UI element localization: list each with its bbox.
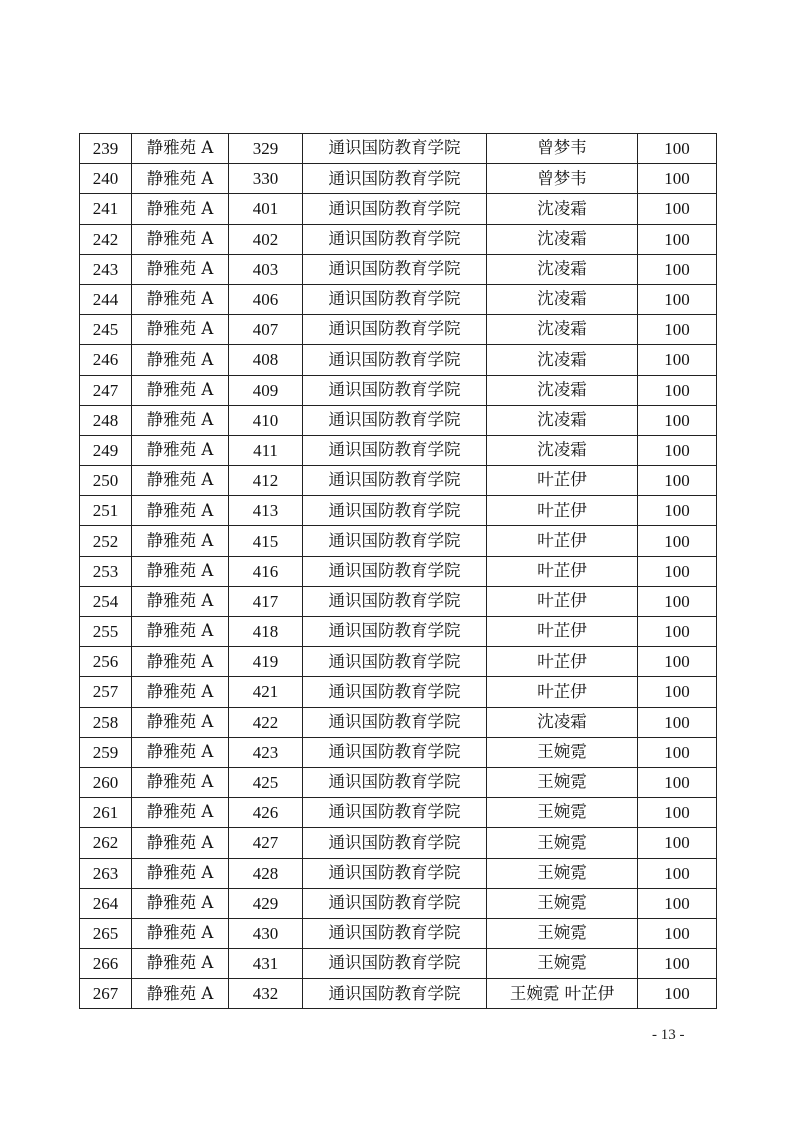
cell-building: 静雅苑 A bbox=[132, 496, 229, 526]
cell-building: 静雅苑 A bbox=[132, 254, 229, 284]
cell-score: 100 bbox=[638, 918, 717, 948]
cell-room-number: 401 bbox=[229, 194, 303, 224]
cell-counselor: 叶芷伊 bbox=[487, 526, 638, 556]
cell-score: 100 bbox=[638, 164, 717, 194]
cell-building: 静雅苑 A bbox=[132, 526, 229, 556]
table-row bbox=[80, 858, 717, 888]
cell-building: 静雅苑 A bbox=[132, 435, 229, 465]
cell-college: 通识国防教育学院 bbox=[303, 224, 487, 254]
cell-building: 静雅苑 A bbox=[132, 828, 229, 858]
cell-serial-number: 254 bbox=[80, 586, 132, 616]
cell-counselor: 叶芷伊 bbox=[487, 647, 638, 677]
cell-building: 静雅苑 A bbox=[132, 798, 229, 828]
table-row bbox=[80, 767, 717, 797]
cell-room-number: 406 bbox=[229, 284, 303, 314]
cell-score: 100 bbox=[638, 707, 717, 737]
table-row bbox=[80, 466, 717, 496]
cell-room-number: 416 bbox=[229, 556, 303, 586]
cell-counselor: 沈凌霜 bbox=[487, 375, 638, 405]
cell-college: 通识国防教育学院 bbox=[303, 134, 487, 164]
cell-building: 静雅苑 A bbox=[132, 466, 229, 496]
table-row bbox=[80, 556, 717, 586]
cell-score: 100 bbox=[638, 677, 717, 707]
cell-college: 通识国防教育学院 bbox=[303, 979, 487, 1009]
cell-building: 静雅苑 A bbox=[132, 707, 229, 737]
cell-serial-number: 265 bbox=[80, 918, 132, 948]
table-row bbox=[80, 375, 717, 405]
table-row bbox=[80, 496, 717, 526]
cell-building: 静雅苑 A bbox=[132, 617, 229, 647]
cell-score: 100 bbox=[638, 194, 717, 224]
table-row bbox=[80, 617, 717, 647]
cell-room-number: 407 bbox=[229, 315, 303, 345]
cell-building: 静雅苑 A bbox=[132, 737, 229, 767]
cell-counselor: 王婉霓 bbox=[487, 767, 638, 797]
cell-room-number: 408 bbox=[229, 345, 303, 375]
cell-serial-number: 266 bbox=[80, 949, 132, 979]
cell-serial-number: 250 bbox=[80, 466, 132, 496]
cell-serial-number: 251 bbox=[80, 496, 132, 526]
cell-building: 静雅苑 A bbox=[132, 375, 229, 405]
cell-counselor: 曾梦韦 bbox=[487, 164, 638, 194]
cell-counselor: 叶芷伊 bbox=[487, 617, 638, 647]
cell-room-number: 329 bbox=[229, 134, 303, 164]
cell-counselor: 叶芷伊 bbox=[487, 556, 638, 586]
cell-counselor: 沈凌霜 bbox=[487, 224, 638, 254]
table-row bbox=[80, 284, 717, 314]
cell-counselor: 曾梦韦 bbox=[487, 134, 638, 164]
cell-building: 静雅苑 A bbox=[132, 284, 229, 314]
cell-college: 通识国防教育学院 bbox=[303, 254, 487, 284]
table-row bbox=[80, 888, 717, 918]
cell-college: 通识国防教育学院 bbox=[303, 858, 487, 888]
cell-college: 通识国防教育学院 bbox=[303, 737, 487, 767]
cell-college: 通识国防教育学院 bbox=[303, 284, 487, 314]
cell-room-number: 427 bbox=[229, 828, 303, 858]
cell-college: 通识国防教育学院 bbox=[303, 918, 487, 948]
cell-serial-number: 255 bbox=[80, 617, 132, 647]
cell-counselor: 沈凌霜 bbox=[487, 435, 638, 465]
cell-counselor: 叶芷伊 bbox=[487, 466, 638, 496]
table-row bbox=[80, 828, 717, 858]
cell-college: 通识国防教育学院 bbox=[303, 707, 487, 737]
table-body bbox=[80, 134, 717, 1009]
cell-building: 静雅苑 A bbox=[132, 858, 229, 888]
cell-room-number: 330 bbox=[229, 164, 303, 194]
cell-serial-number: 247 bbox=[80, 375, 132, 405]
cell-score: 100 bbox=[638, 375, 717, 405]
page-number: - 13 - bbox=[652, 1027, 685, 1043]
cell-room-number: 432 bbox=[229, 979, 303, 1009]
cell-building: 静雅苑 A bbox=[132, 949, 229, 979]
cell-counselor: 沈凌霜 bbox=[487, 254, 638, 284]
cell-room-number: 430 bbox=[229, 918, 303, 948]
cell-score: 100 bbox=[638, 979, 717, 1009]
cell-building: 静雅苑 A bbox=[132, 194, 229, 224]
table-row bbox=[80, 134, 717, 164]
cell-building: 静雅苑 A bbox=[132, 767, 229, 797]
cell-room-number: 421 bbox=[229, 677, 303, 707]
cell-room-number: 402 bbox=[229, 224, 303, 254]
cell-college: 通识国防教育学院 bbox=[303, 949, 487, 979]
table-row bbox=[80, 647, 717, 677]
cell-room-number: 417 bbox=[229, 586, 303, 616]
cell-building: 静雅苑 A bbox=[132, 586, 229, 616]
cell-serial-number: 249 bbox=[80, 435, 132, 465]
cell-serial-number: 264 bbox=[80, 888, 132, 918]
table-row bbox=[80, 194, 717, 224]
cell-score: 100 bbox=[638, 466, 717, 496]
cell-score: 100 bbox=[638, 435, 717, 465]
table-row bbox=[80, 586, 717, 616]
cell-building: 静雅苑 A bbox=[132, 345, 229, 375]
cell-college: 通识国防教育学院 bbox=[303, 345, 487, 375]
cell-room-number: 431 bbox=[229, 949, 303, 979]
cell-counselor: 叶芷伊 bbox=[487, 677, 638, 707]
cell-serial-number: 267 bbox=[80, 979, 132, 1009]
cell-college: 通识国防教育学院 bbox=[303, 677, 487, 707]
cell-building: 静雅苑 A bbox=[132, 134, 229, 164]
cell-counselor: 沈凌霜 bbox=[487, 345, 638, 375]
cell-building: 静雅苑 A bbox=[132, 315, 229, 345]
cell-building: 静雅苑 A bbox=[132, 888, 229, 918]
cell-score: 100 bbox=[638, 888, 717, 918]
table-row bbox=[80, 737, 717, 767]
cell-college: 通识国防教育学院 bbox=[303, 798, 487, 828]
cell-score: 100 bbox=[638, 858, 717, 888]
cell-college: 通识国防教育学院 bbox=[303, 647, 487, 677]
cell-college: 通识国防教育学院 bbox=[303, 435, 487, 465]
table-row bbox=[80, 345, 717, 375]
cell-building: 静雅苑 A bbox=[132, 647, 229, 677]
cell-room-number: 410 bbox=[229, 405, 303, 435]
cell-serial-number: 262 bbox=[80, 828, 132, 858]
cell-counselor: 王婉霓 bbox=[487, 798, 638, 828]
cell-counselor: 王婉霓 bbox=[487, 858, 638, 888]
table-row bbox=[80, 405, 717, 435]
cell-room-number: 411 bbox=[229, 435, 303, 465]
cell-score: 100 bbox=[638, 315, 717, 345]
cell-room-number: 415 bbox=[229, 526, 303, 556]
cell-serial-number: 261 bbox=[80, 798, 132, 828]
cell-room-number: 413 bbox=[229, 496, 303, 526]
cell-score: 100 bbox=[638, 134, 717, 164]
table-row bbox=[80, 677, 717, 707]
cell-serial-number: 246 bbox=[80, 345, 132, 375]
cell-score: 100 bbox=[638, 224, 717, 254]
cell-serial-number: 243 bbox=[80, 254, 132, 284]
table-row bbox=[80, 798, 717, 828]
table-row bbox=[80, 435, 717, 465]
cell-serial-number: 252 bbox=[80, 526, 132, 556]
cell-score: 100 bbox=[638, 647, 717, 677]
cell-counselor: 沈凌霜 bbox=[487, 315, 638, 345]
cell-college: 通识国防教育学院 bbox=[303, 828, 487, 858]
cell-score: 100 bbox=[638, 556, 717, 586]
table-row bbox=[80, 707, 717, 737]
cell-serial-number: 256 bbox=[80, 647, 132, 677]
table-row bbox=[80, 315, 717, 345]
cell-counselor: 沈凌霜 bbox=[487, 284, 638, 314]
table-row bbox=[80, 949, 717, 979]
cell-room-number: 409 bbox=[229, 375, 303, 405]
table-row bbox=[80, 526, 717, 556]
cell-score: 100 bbox=[638, 767, 717, 797]
table-row bbox=[80, 979, 717, 1009]
cell-counselor: 王婉霓 bbox=[487, 949, 638, 979]
cell-college: 通识国防教育学院 bbox=[303, 526, 487, 556]
cell-serial-number: 263 bbox=[80, 858, 132, 888]
cell-building: 静雅苑 A bbox=[132, 979, 229, 1009]
cell-room-number: 429 bbox=[229, 888, 303, 918]
cell-building: 静雅苑 A bbox=[132, 556, 229, 586]
cell-college: 通识国防教育学院 bbox=[303, 888, 487, 918]
table-row bbox=[80, 224, 717, 254]
cell-college: 通识国防教育学院 bbox=[303, 194, 487, 224]
cell-room-number: 419 bbox=[229, 647, 303, 677]
cell-score: 100 bbox=[638, 254, 717, 284]
dorm-inspection-table bbox=[79, 133, 717, 1009]
cell-serial-number: 245 bbox=[80, 315, 132, 345]
cell-counselor: 叶芷伊 bbox=[487, 586, 638, 616]
cell-score: 100 bbox=[638, 586, 717, 616]
cell-serial-number: 258 bbox=[80, 707, 132, 737]
cell-room-number: 403 bbox=[229, 254, 303, 284]
cell-score: 100 bbox=[638, 526, 717, 556]
cell-college: 通识国防教育学院 bbox=[303, 767, 487, 797]
cell-score: 100 bbox=[638, 949, 717, 979]
cell-college: 通识国防教育学院 bbox=[303, 375, 487, 405]
table-row bbox=[80, 164, 717, 194]
cell-building: 静雅苑 A bbox=[132, 918, 229, 948]
cell-building: 静雅苑 A bbox=[132, 224, 229, 254]
cell-counselor: 王婉霓 bbox=[487, 828, 638, 858]
cell-serial-number: 242 bbox=[80, 224, 132, 254]
cell-score: 100 bbox=[638, 798, 717, 828]
cell-serial-number: 248 bbox=[80, 405, 132, 435]
cell-college: 通识国防教育学院 bbox=[303, 617, 487, 647]
cell-serial-number: 239 bbox=[80, 134, 132, 164]
cell-room-number: 428 bbox=[229, 858, 303, 888]
cell-score: 100 bbox=[638, 737, 717, 767]
cell-score: 100 bbox=[638, 284, 717, 314]
cell-counselor: 王婉霓 bbox=[487, 737, 638, 767]
cell-room-number: 423 bbox=[229, 737, 303, 767]
cell-counselor: 沈凌霜 bbox=[487, 707, 638, 737]
cell-college: 通识国防教育学院 bbox=[303, 164, 487, 194]
cell-college: 通识国防教育学院 bbox=[303, 496, 487, 526]
cell-room-number: 426 bbox=[229, 798, 303, 828]
cell-serial-number: 240 bbox=[80, 164, 132, 194]
table-row bbox=[80, 254, 717, 284]
cell-score: 100 bbox=[638, 496, 717, 526]
cell-room-number: 418 bbox=[229, 617, 303, 647]
cell-counselor: 王婉霓 叶芷伊 bbox=[487, 979, 638, 1009]
cell-building: 静雅苑 A bbox=[132, 405, 229, 435]
cell-counselor: 王婉霓 bbox=[487, 888, 638, 918]
cell-college: 通识国防教育学院 bbox=[303, 586, 487, 616]
cell-serial-number: 260 bbox=[80, 767, 132, 797]
cell-serial-number: 244 bbox=[80, 284, 132, 314]
cell-room-number: 422 bbox=[229, 707, 303, 737]
table-row bbox=[80, 918, 717, 948]
cell-counselor: 叶芷伊 bbox=[487, 496, 638, 526]
cell-college: 通识国防教育学院 bbox=[303, 315, 487, 345]
cell-college: 通识国防教育学院 bbox=[303, 556, 487, 586]
cell-building: 静雅苑 A bbox=[132, 164, 229, 194]
cell-counselor: 王婉霓 bbox=[487, 918, 638, 948]
cell-college: 通识国防教育学院 bbox=[303, 405, 487, 435]
cell-building: 静雅苑 A bbox=[132, 677, 229, 707]
cell-score: 100 bbox=[638, 345, 717, 375]
cell-score: 100 bbox=[638, 617, 717, 647]
cell-room-number: 425 bbox=[229, 767, 303, 797]
cell-room-number: 412 bbox=[229, 466, 303, 496]
cell-serial-number: 257 bbox=[80, 677, 132, 707]
cell-score: 100 bbox=[638, 828, 717, 858]
cell-counselor: 沈凌霜 bbox=[487, 194, 638, 224]
cell-serial-number: 241 bbox=[80, 194, 132, 224]
cell-college: 通识国防教育学院 bbox=[303, 466, 487, 496]
cell-serial-number: 253 bbox=[80, 556, 132, 586]
cell-score: 100 bbox=[638, 405, 717, 435]
cell-serial-number: 259 bbox=[80, 737, 132, 767]
cell-counselor: 沈凌霜 bbox=[487, 405, 638, 435]
